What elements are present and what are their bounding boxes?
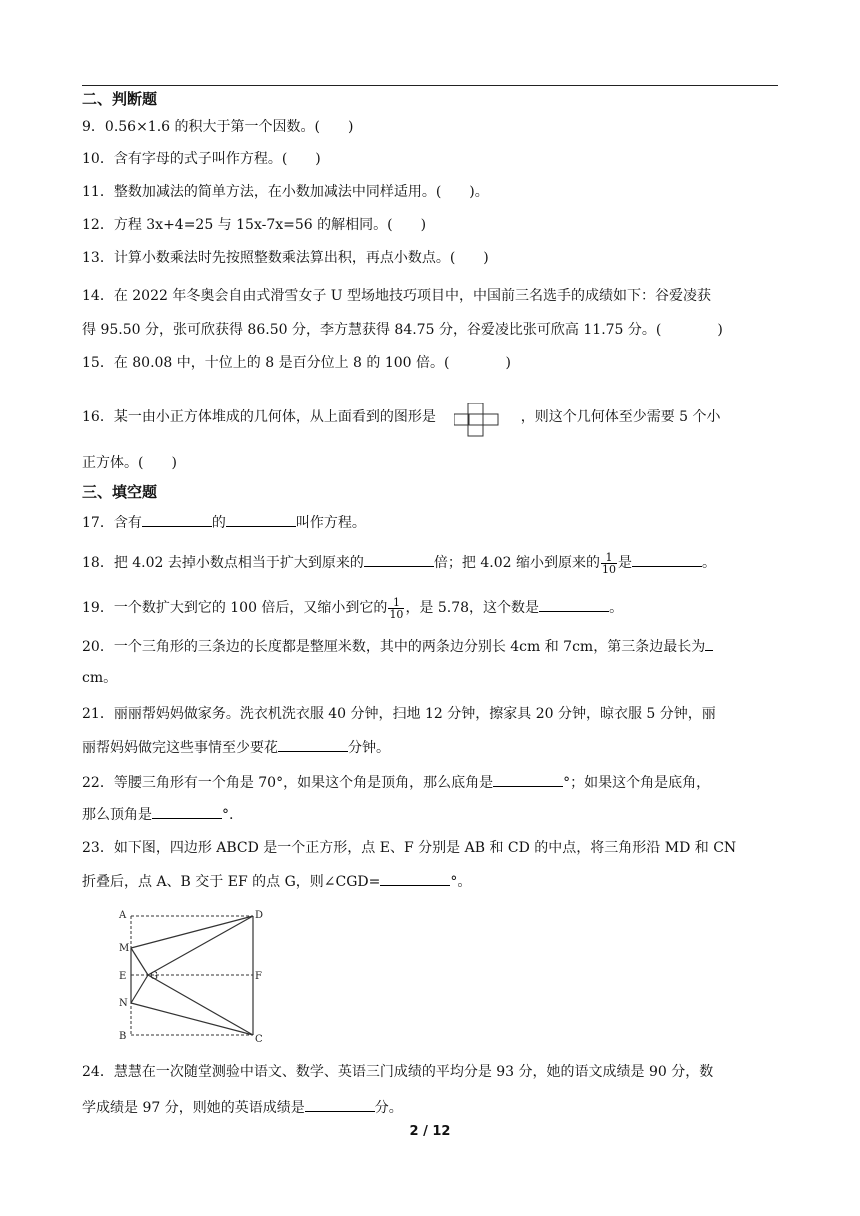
label-D: D: [255, 910, 264, 921]
question-10: 10．含有字母的式子叫作方程。( ): [82, 151, 321, 167]
fraction-numerator: 1: [388, 597, 404, 609]
question-17-text-b: 的: [211, 515, 226, 531]
question-24-text-a: 学成绩是 97 分，则她的英语成绩是: [82, 1100, 305, 1116]
question-12: 12．方程 3x+4=25 与 15x-7x=56 的解相同。( ): [82, 217, 427, 233]
label-A: A: [119, 910, 127, 921]
label-M: M: [119, 943, 130, 954]
question-17: [82, 511, 366, 533]
question-22-text-d: °.: [222, 807, 234, 823]
question-13: 13．计算小数乘法时先按照整数乘法算出积，再点小数点。( ): [82, 250, 489, 266]
answer-blank[interactable]: [305, 1096, 375, 1112]
answer-blank[interactable]: [493, 771, 563, 787]
fraction-numerator: 1: [601, 552, 617, 564]
question-23-line1: 23．如下图，四边形 ABCD 是一个正方形，点 E、F 分别是 AB 和 CD 的中点，将三角形沿 MD 和 CN: [82, 840, 737, 856]
question-23-text-a: 折叠后，点 A、B 交于 EF 的点 G，则∠CGD=: [82, 874, 381, 890]
question-24-line2: [82, 1096, 403, 1118]
answer-blank[interactable]: [380, 870, 450, 886]
answer-blank[interactable]: [152, 803, 222, 819]
question-21-text-b: 分钟。: [348, 740, 390, 756]
question-14-line1: 14．在 2022 年冬奥会自由式滑雪女子 U 型场地技巧项目中，中国前三名选手的成绩如下：谷爱凌获: [82, 288, 712, 304]
fraction-denominator: 10: [601, 562, 616, 576]
question-18: [82, 551, 716, 575]
top-view-cross-figure: [454, 403, 506, 439]
section2-title: 二、判断题: [82, 90, 158, 108]
question-19-text-c: 。: [609, 600, 624, 616]
label-B: B: [119, 1031, 127, 1042]
question-21-line1: 21．丽丽帮妈妈做家务。洗衣机洗衣服 40 分钟，扫地 12 分钟，擦家具 20 分钟，晾衣服 5 分钟，丽: [82, 706, 716, 722]
question-22-line1: [82, 771, 710, 793]
label-F: F: [255, 971, 262, 982]
question-18-text-a: 18．把 4.02 去掉小数点相当于扩大到原来的: [82, 555, 364, 571]
section3-title: 三、填空题: [82, 483, 158, 501]
question-22-line2: [82, 803, 233, 825]
question-21-line2: [82, 736, 390, 758]
label-G: G: [150, 971, 158, 982]
question-16-line2: 正方体。( ): [82, 455, 177, 471]
label-N: N: [119, 998, 128, 1009]
fraction-one-tenth: [601, 552, 617, 575]
question-19: [82, 596, 623, 620]
answer-blank[interactable]: [539, 596, 609, 612]
question-18-text-c: 是: [617, 555, 632, 571]
question-20-line1: [82, 635, 713, 657]
question-20-text: 20．一个三角形的三条边的长度都是整厘米数，其中的两条边分别长 4cm 和 7cm，第三条边最长为: [82, 639, 706, 655]
question-22-text-c: 那么顶角是: [82, 807, 152, 823]
answer-blank[interactable]: [632, 551, 702, 567]
question-23-line2: [82, 870, 471, 892]
answer-blank[interactable]: [278, 736, 348, 752]
answer-blank[interactable]: [226, 511, 296, 527]
answer-blank[interactable]: [142, 511, 212, 527]
question-20-line2: cm。: [82, 670, 118, 686]
question-17-text-c: 叫作方程。: [295, 515, 366, 531]
question-16-text-a: 16．某一由小正方体堆成的几何体，从上面看到的图形是: [82, 409, 436, 425]
question-24-text-b: 分。: [374, 1100, 403, 1116]
question-11: 11．整数加减法的简单方法，在小数加减法中同样适用。( )。: [82, 184, 489, 200]
question-22-text-b: °；如果这个角是底角，: [563, 775, 711, 791]
question-16-text-b: ，则这个几何体至少需要 5 个小: [520, 409, 721, 425]
page-number: 2 / 12: [409, 1124, 451, 1139]
question-9: 9．0.56×1.6 的积大于第一个因数。( ): [82, 119, 354, 135]
question-19-text-b: ，是 5.78，这个数是: [405, 600, 540, 616]
answer-blank[interactable]: [364, 551, 434, 567]
question-19-text-a: 19．一个数扩大到它的 100 倍后，又缩小到它的: [82, 600, 388, 616]
question-16-line1: [82, 403, 721, 431]
question-18-text-d: 。: [701, 555, 716, 571]
question-17-text-a: 17．含有: [82, 515, 142, 531]
fraction-one-tenth: [388, 597, 404, 620]
answer-blank[interactable]: [705, 635, 713, 651]
fraction-denominator: 10: [389, 607, 404, 621]
question-18-text-b: 倍；把 4.02 缩小到原来的: [433, 555, 600, 571]
question-22-text-a: 22．等腰三角形有一个角是 70°，如果这个角是顶角，那么底角是: [82, 775, 494, 791]
question-14-line2: 得 95.50 分，张可欣获得 86.50 分，李方慧获得 84.75 分，谷爱凌比张可欣高 11.75 分。( ): [82, 322, 723, 338]
label-C: C: [255, 1034, 263, 1045]
question-15: 15．在 80.08 中，十位上的 8 是百分位上 8 的 100 倍。( ): [82, 355, 511, 371]
question-21-text-a: 丽帮妈妈做完这些事情至少要花: [82, 740, 278, 756]
question-24-line1: 24．慧慧在一次随堂测验中语文、数学、英语三门成绩的平均分是 93 分，她的语文成绩是 90 分，数: [82, 1064, 714, 1080]
question-23-text-b: °。: [450, 874, 472, 890]
square-folding-figure: [110, 905, 270, 1045]
header-rule: [82, 85, 778, 86]
label-E: E: [119, 971, 127, 982]
